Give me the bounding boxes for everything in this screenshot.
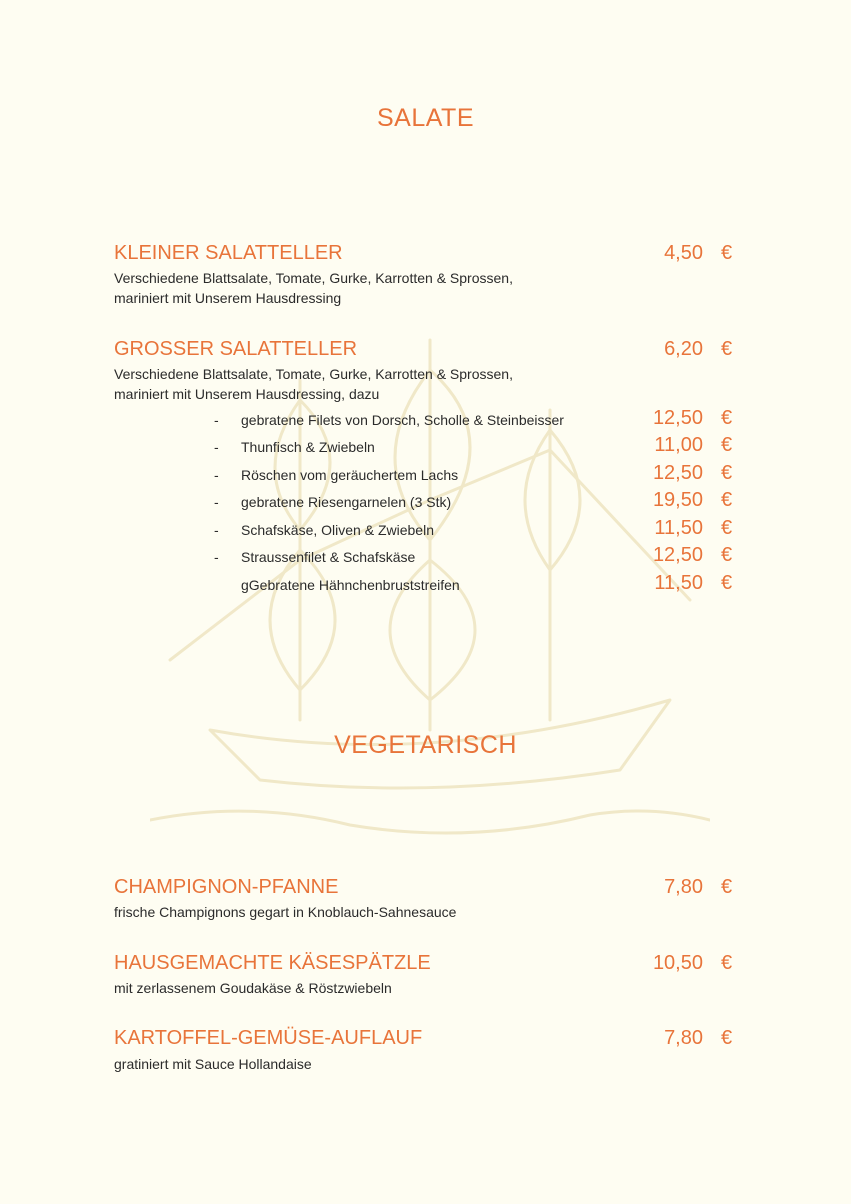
topping-label: gebratene Filets von Dorsch, Scholle & Steinbeisser <box>241 412 564 428</box>
topping-currency: € <box>721 489 733 511</box>
topping-currency: € <box>721 572 733 594</box>
currency-grosser-salatteller: € <box>721 338 733 360</box>
topping-currency: € <box>721 517 733 539</box>
topping-currency: € <box>721 434 733 456</box>
topping-currency: € <box>721 544 733 566</box>
topping-price: 11,50 <box>654 572 703 594</box>
item-desc-kleiner-salatteller-line2: mariniert mit Unserem Hausdressing <box>114 290 342 306</box>
topping-dash: - <box>214 549 219 565</box>
item-name-kartoffel-auflauf: KARTOFFEL-GEMÜSE-AUFLAUF <box>114 1027 423 1049</box>
topping-price: 11,00 <box>654 434 703 456</box>
currency-kleiner-salatteller: € <box>721 242 733 264</box>
topping-label: gebratene Riesengarnelen (3 Stk) <box>241 494 452 510</box>
price-grosser-salatteller: 6,20 <box>664 338 703 360</box>
item-desc-kaesespaetzle: mit zerlassenem Goudakäse & Röstzwiebeln <box>114 980 392 996</box>
section-title-vegetarisch: VEGETARISCH <box>334 731 517 759</box>
currency-champignon-pfanne: € <box>721 876 733 898</box>
topping-currency: € <box>721 462 733 484</box>
price-kartoffel-auflauf: 7,80 <box>664 1027 703 1049</box>
item-desc-grosser-salatteller-line2: mariniert mit Unserem Hausdressing, dazu <box>114 386 380 402</box>
topping-label: Thunfisch & Zwiebeln <box>241 439 375 455</box>
price-champignon-pfanne: 7,80 <box>664 876 703 898</box>
topping-label: Straussenfilet & Schafskäse <box>241 549 416 565</box>
item-desc-kleiner-salatteller-line1: Verschiedene Blattsalate, Tomate, Gurke, Karrotten & Sprossen, <box>114 270 513 286</box>
topping-label: Schafskäse, Oliven & Zwiebeln <box>241 522 434 538</box>
topping-currency: € <box>721 407 733 429</box>
currency-kartoffel-auflauf: € <box>721 1027 733 1049</box>
topping-price: 19,50 <box>652 489 703 511</box>
item-desc-grosser-salatteller-line1: Verschiedene Blattsalate, Tomate, Gurke, Karrotten & Sprossen, <box>114 366 513 382</box>
item-desc-champignon-pfanne: frische Champignons gegart in Knoblauch-Sahnesauce <box>114 904 457 920</box>
currency-kaesespaetzle: € <box>721 952 733 974</box>
item-name-kaesespaetzle: HAUSGEMACHTE KÄSESPÄTZLE <box>114 952 431 974</box>
item-desc-kartoffel-auflauf: gratiniert mit Sauce Hollandaise <box>114 1056 312 1072</box>
topping-price: 12,50 <box>652 544 703 566</box>
topping-dash: - <box>214 412 219 428</box>
topping-price: 11,50 <box>654 517 703 539</box>
topping-label: gGebratene Hähnchenbruststreifen <box>241 577 460 593</box>
item-name-grosser-salatteller: GROSSER SALATTELLER <box>114 338 358 360</box>
topping-price: 12,50 <box>652 462 703 484</box>
item-name-kleiner-salatteller: KLEINER SALATTELLER <box>114 242 343 264</box>
price-kaesespaetzle: 10,50 <box>652 952 703 974</box>
item-name-champignon-pfanne: CHAMPIGNON-PFANNE <box>114 876 339 898</box>
topping-dash: - <box>214 467 219 483</box>
price-kleiner-salatteller: 4,50 <box>664 242 703 264</box>
topping-dash: - <box>214 494 219 510</box>
topping-dash: - <box>214 522 219 538</box>
topping-price: 12,50 <box>652 407 703 429</box>
topping-dash: - <box>214 439 219 455</box>
topping-label: Röschen vom geräuchertem Lachs <box>241 467 459 483</box>
section-title-salate: SALATE <box>376 104 475 132</box>
